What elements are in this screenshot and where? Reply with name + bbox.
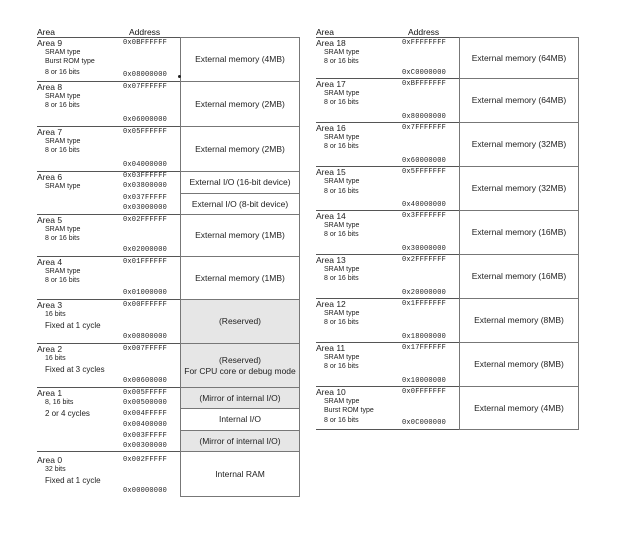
- area18-row: [316, 37, 459, 79]
- area15-row: [316, 166, 459, 211]
- area18-addr-top: 0xFFFFFFFF: [402, 39, 447, 47]
- area9-line3: 8 or 16 bits: [45, 69, 80, 76]
- area9-name: Area 9: [37, 38, 63, 48]
- area1-row: [37, 387, 180, 452]
- area1-memory-mirror-bottom: (Mirror of internal I/O): [181, 431, 299, 452]
- area1-memory-mirror-top: (Mirror of internal I/O): [181, 388, 299, 409]
- area13-memory: External memory (16MB): [460, 255, 578, 299]
- area16-row: [316, 122, 459, 167]
- area-header: Area: [37, 27, 55, 37]
- area16-addr-bottom: 0x60000000: [402, 157, 447, 165]
- area1-name: Area 1: [37, 388, 63, 398]
- area14-name: Area 14: [316, 211, 346, 221]
- area4-addr-top: 0x01FFFFFF: [123, 258, 168, 266]
- area16-memory: External memory (32MB): [460, 123, 578, 167]
- area11-line1: SRAM type: [324, 354, 360, 361]
- area4-line2: 8 or 16 bits: [45, 277, 80, 284]
- area8-addr-bottom: 0x06000000: [123, 116, 168, 124]
- area10-memory: External memory (4MB): [460, 387, 578, 429]
- area11-row: [316, 342, 459, 387]
- area3-memory: (Reserved): [181, 300, 299, 344]
- area15-line2: 8 or 16 bits: [324, 188, 359, 195]
- area8-row: [37, 81, 180, 127]
- area0-line1: 32 bits: [45, 466, 66, 473]
- area16-name: Area 16: [316, 123, 346, 133]
- area1-addr5: 0x003FFFFF: [123, 432, 168, 440]
- area2-memory-line1: (Reserved): [218, 354, 262, 365]
- area1-addr1: 0x005FFFFF: [123, 389, 168, 397]
- area13-line2: 8 or 16 bits: [324, 275, 359, 282]
- area9-addr-top: 0x0BFFFFFF: [123, 39, 168, 47]
- area6-name: Area 6: [37, 172, 63, 182]
- area6-addr4: 0x03000000: [123, 204, 168, 212]
- area0-addr-top: 0x002FFFFF: [123, 456, 168, 464]
- area1-addr4: 0x00400000: [123, 421, 168, 429]
- area3-addr-bottom: 0x00800000: [123, 333, 168, 341]
- area5-addr-bottom: 0x02000000: [123, 246, 168, 254]
- area1-line2: 2 or 4 cycles: [45, 409, 90, 418]
- area14-addr-top: 0x3FFFFFFF: [402, 212, 447, 220]
- area11-addr-top: 0x17FFFFFF: [402, 344, 447, 352]
- area9-memory: External memory (4MB): [181, 38, 299, 82]
- area13-addr-bottom: 0x20000000: [402, 289, 447, 297]
- area2-row: [37, 343, 180, 388]
- area3-name: Area 3: [37, 300, 63, 310]
- area14-line2: 8 or 16 bits: [324, 231, 359, 238]
- area8-line2: 8 or 16 bits: [45, 102, 80, 109]
- left-memory-column: [180, 37, 300, 497]
- area14-addr-bottom: 0x30000000: [402, 245, 447, 253]
- area11-name: Area 11: [316, 343, 346, 353]
- area17-line2: 8 or 16 bits: [324, 99, 359, 106]
- area6-memory-16bit: External I/O (16-bit device): [181, 172, 299, 194]
- area16-addr-top: 0x7FFFFFFF: [402, 124, 447, 132]
- area12-addr-top: 0x1FFFFFFF: [402, 300, 447, 308]
- area5-addr-top: 0x02FFFFFF: [123, 216, 168, 224]
- area0-addr-bottom: 0x00000000: [123, 487, 168, 495]
- area0-row: [37, 451, 180, 496]
- area10-addr-bottom: 0x0C000000: [402, 419, 447, 427]
- area15-addr-bottom: 0x40000000: [402, 201, 447, 209]
- area4-row: [37, 256, 180, 300]
- area15-name: Area 15: [316, 167, 346, 177]
- area14-line1: SRAM type: [324, 222, 360, 229]
- area2-line2: Fixed at 3 cycles: [45, 365, 105, 374]
- area9-addr-bottom: 0x08000000: [123, 71, 168, 79]
- area14-memory: External memory (16MB): [460, 211, 578, 255]
- address-header: Address: [129, 27, 161, 37]
- area2-addr-top: 0x007FFFFF: [123, 345, 168, 353]
- area4-memory: External memory (1MB): [181, 257, 299, 300]
- area1-addr3: 0x004FFFFF: [123, 410, 168, 418]
- area3-line1: 16 bits: [45, 311, 66, 318]
- area0-name: Area 0: [37, 455, 63, 465]
- area13-line1: SRAM type: [324, 266, 360, 273]
- area6-line1: SRAM type: [45, 183, 81, 190]
- area7-addr-bottom: 0x04000000: [123, 161, 168, 169]
- area2-addr-bottom: 0x00600000: [123, 377, 168, 385]
- area10-line3: 8 or 16 bits: [324, 417, 359, 424]
- area2-memory: [181, 344, 299, 388]
- area4-name: Area 4: [37, 257, 63, 267]
- area1-memory-internal-io: Internal I/O: [181, 409, 299, 431]
- area7-name: Area 7: [37, 127, 63, 137]
- area3-row: [37, 299, 180, 344]
- area6-memory-8bit: External I/O (8-bit device): [181, 194, 299, 215]
- area11-addr-bottom: 0x10000000: [402, 377, 447, 385]
- area15-memory: External memory (32MB): [460, 167, 578, 211]
- area5-line2: 8 or 16 bits: [45, 235, 80, 242]
- area17-row: [316, 78, 459, 123]
- area6-addr2: 0x03800000: [123, 182, 168, 190]
- area1-addr6: 0x00300000: [123, 442, 168, 450]
- area10-line2: Burst ROM type: [324, 407, 374, 414]
- area1-line1: 8, 16 bits: [45, 399, 74, 406]
- area12-memory: External memory (8MB): [460, 299, 578, 343]
- area8-memory: External memory (2MB): [181, 82, 299, 127]
- area2-name: Area 2: [37, 344, 63, 354]
- area8-line1: SRAM type: [45, 93, 81, 100]
- area17-addr-top: 0xBFFFFFFF: [402, 80, 447, 88]
- right-memory-column: [459, 37, 579, 430]
- area14-row: [316, 210, 459, 255]
- area3-addr-top: 0x00FFFFFF: [123, 301, 168, 309]
- area12-line2: 8 or 16 bits: [324, 319, 359, 326]
- area5-name: Area 5: [37, 215, 63, 225]
- area15-line1: SRAM type: [324, 178, 360, 185]
- area17-addr-bottom: 0x80000000: [402, 113, 447, 121]
- area2-memory-line2: For CPU core or debug mode: [184, 365, 296, 376]
- area12-line1: SRAM type: [324, 310, 360, 317]
- area18-addr-bottom: 0xC0000000: [402, 69, 447, 77]
- area12-row: [316, 298, 459, 343]
- area17-name: Area 17: [316, 79, 346, 89]
- area9-line1: SRAM type: [45, 49, 81, 56]
- area10-row: [316, 386, 459, 430]
- area2-line1: 16 bits: [45, 355, 66, 362]
- area11-line2: 8 or 16 bits: [324, 363, 359, 370]
- area18-line1: SRAM type: [324, 49, 360, 56]
- area12-addr-bottom: 0x18000000: [402, 333, 447, 341]
- area6-addr3: 0x037FFFFF: [123, 194, 168, 202]
- area13-name: Area 13: [316, 255, 346, 265]
- marker-dot: [178, 75, 181, 78]
- area7-addr-top: 0x05FFFFFF: [123, 128, 168, 136]
- area10-name: Area 10: [316, 387, 346, 397]
- area4-line1: SRAM type: [45, 268, 81, 275]
- area9-line2: Burst ROM type: [45, 58, 95, 65]
- area8-name: Area 8: [37, 82, 63, 92]
- area9-row: [37, 37, 180, 82]
- area18-name: Area 18: [316, 38, 346, 48]
- area17-line1: SRAM type: [324, 90, 360, 97]
- area-header-right: Area: [316, 27, 334, 37]
- area6-addr1: 0x03FFFFFF: [123, 172, 168, 180]
- area8-addr-top: 0x07FFFFFF: [123, 83, 168, 91]
- area16-line2: 8 or 16 bits: [324, 143, 359, 150]
- address-header-right: Address: [408, 27, 440, 37]
- area12-name: Area 12: [316, 299, 346, 309]
- area15-addr-top: 0x5FFFFFFF: [402, 168, 447, 176]
- area7-row: [37, 126, 180, 172]
- area5-line1: SRAM type: [45, 226, 81, 233]
- area11-memory: External memory (8MB): [460, 343, 578, 387]
- area0-line2: Fixed at 1 cycle: [45, 476, 101, 485]
- area3-line2: Fixed at 1 cycle: [45, 321, 101, 330]
- area5-memory: External memory (1MB): [181, 215, 299, 257]
- area0-memory: Internal RAM: [181, 452, 299, 496]
- area13-addr-top: 0x2FFFFFFF: [402, 256, 447, 264]
- area18-memory: External memory (64MB): [460, 38, 578, 79]
- area16-line1: SRAM type: [324, 134, 360, 141]
- area17-memory: External memory (64MB): [460, 79, 578, 123]
- area4-addr-bottom: 0x01000000: [123, 289, 168, 297]
- area7-memory: External memory (2MB): [181, 127, 299, 172]
- area18-line2: 8 or 16 bits: [324, 58, 359, 65]
- area7-line1: SRAM type: [45, 138, 81, 145]
- area1-addr2: 0x00500000: [123, 399, 168, 407]
- area13-row: [316, 254, 459, 299]
- area10-line1: SRAM type: [324, 398, 360, 405]
- area10-addr-top: 0x0FFFFFFF: [402, 388, 447, 396]
- area7-line2: 8 or 16 bits: [45, 147, 80, 154]
- area6-row: [37, 171, 180, 215]
- area5-row: [37, 214, 180, 257]
